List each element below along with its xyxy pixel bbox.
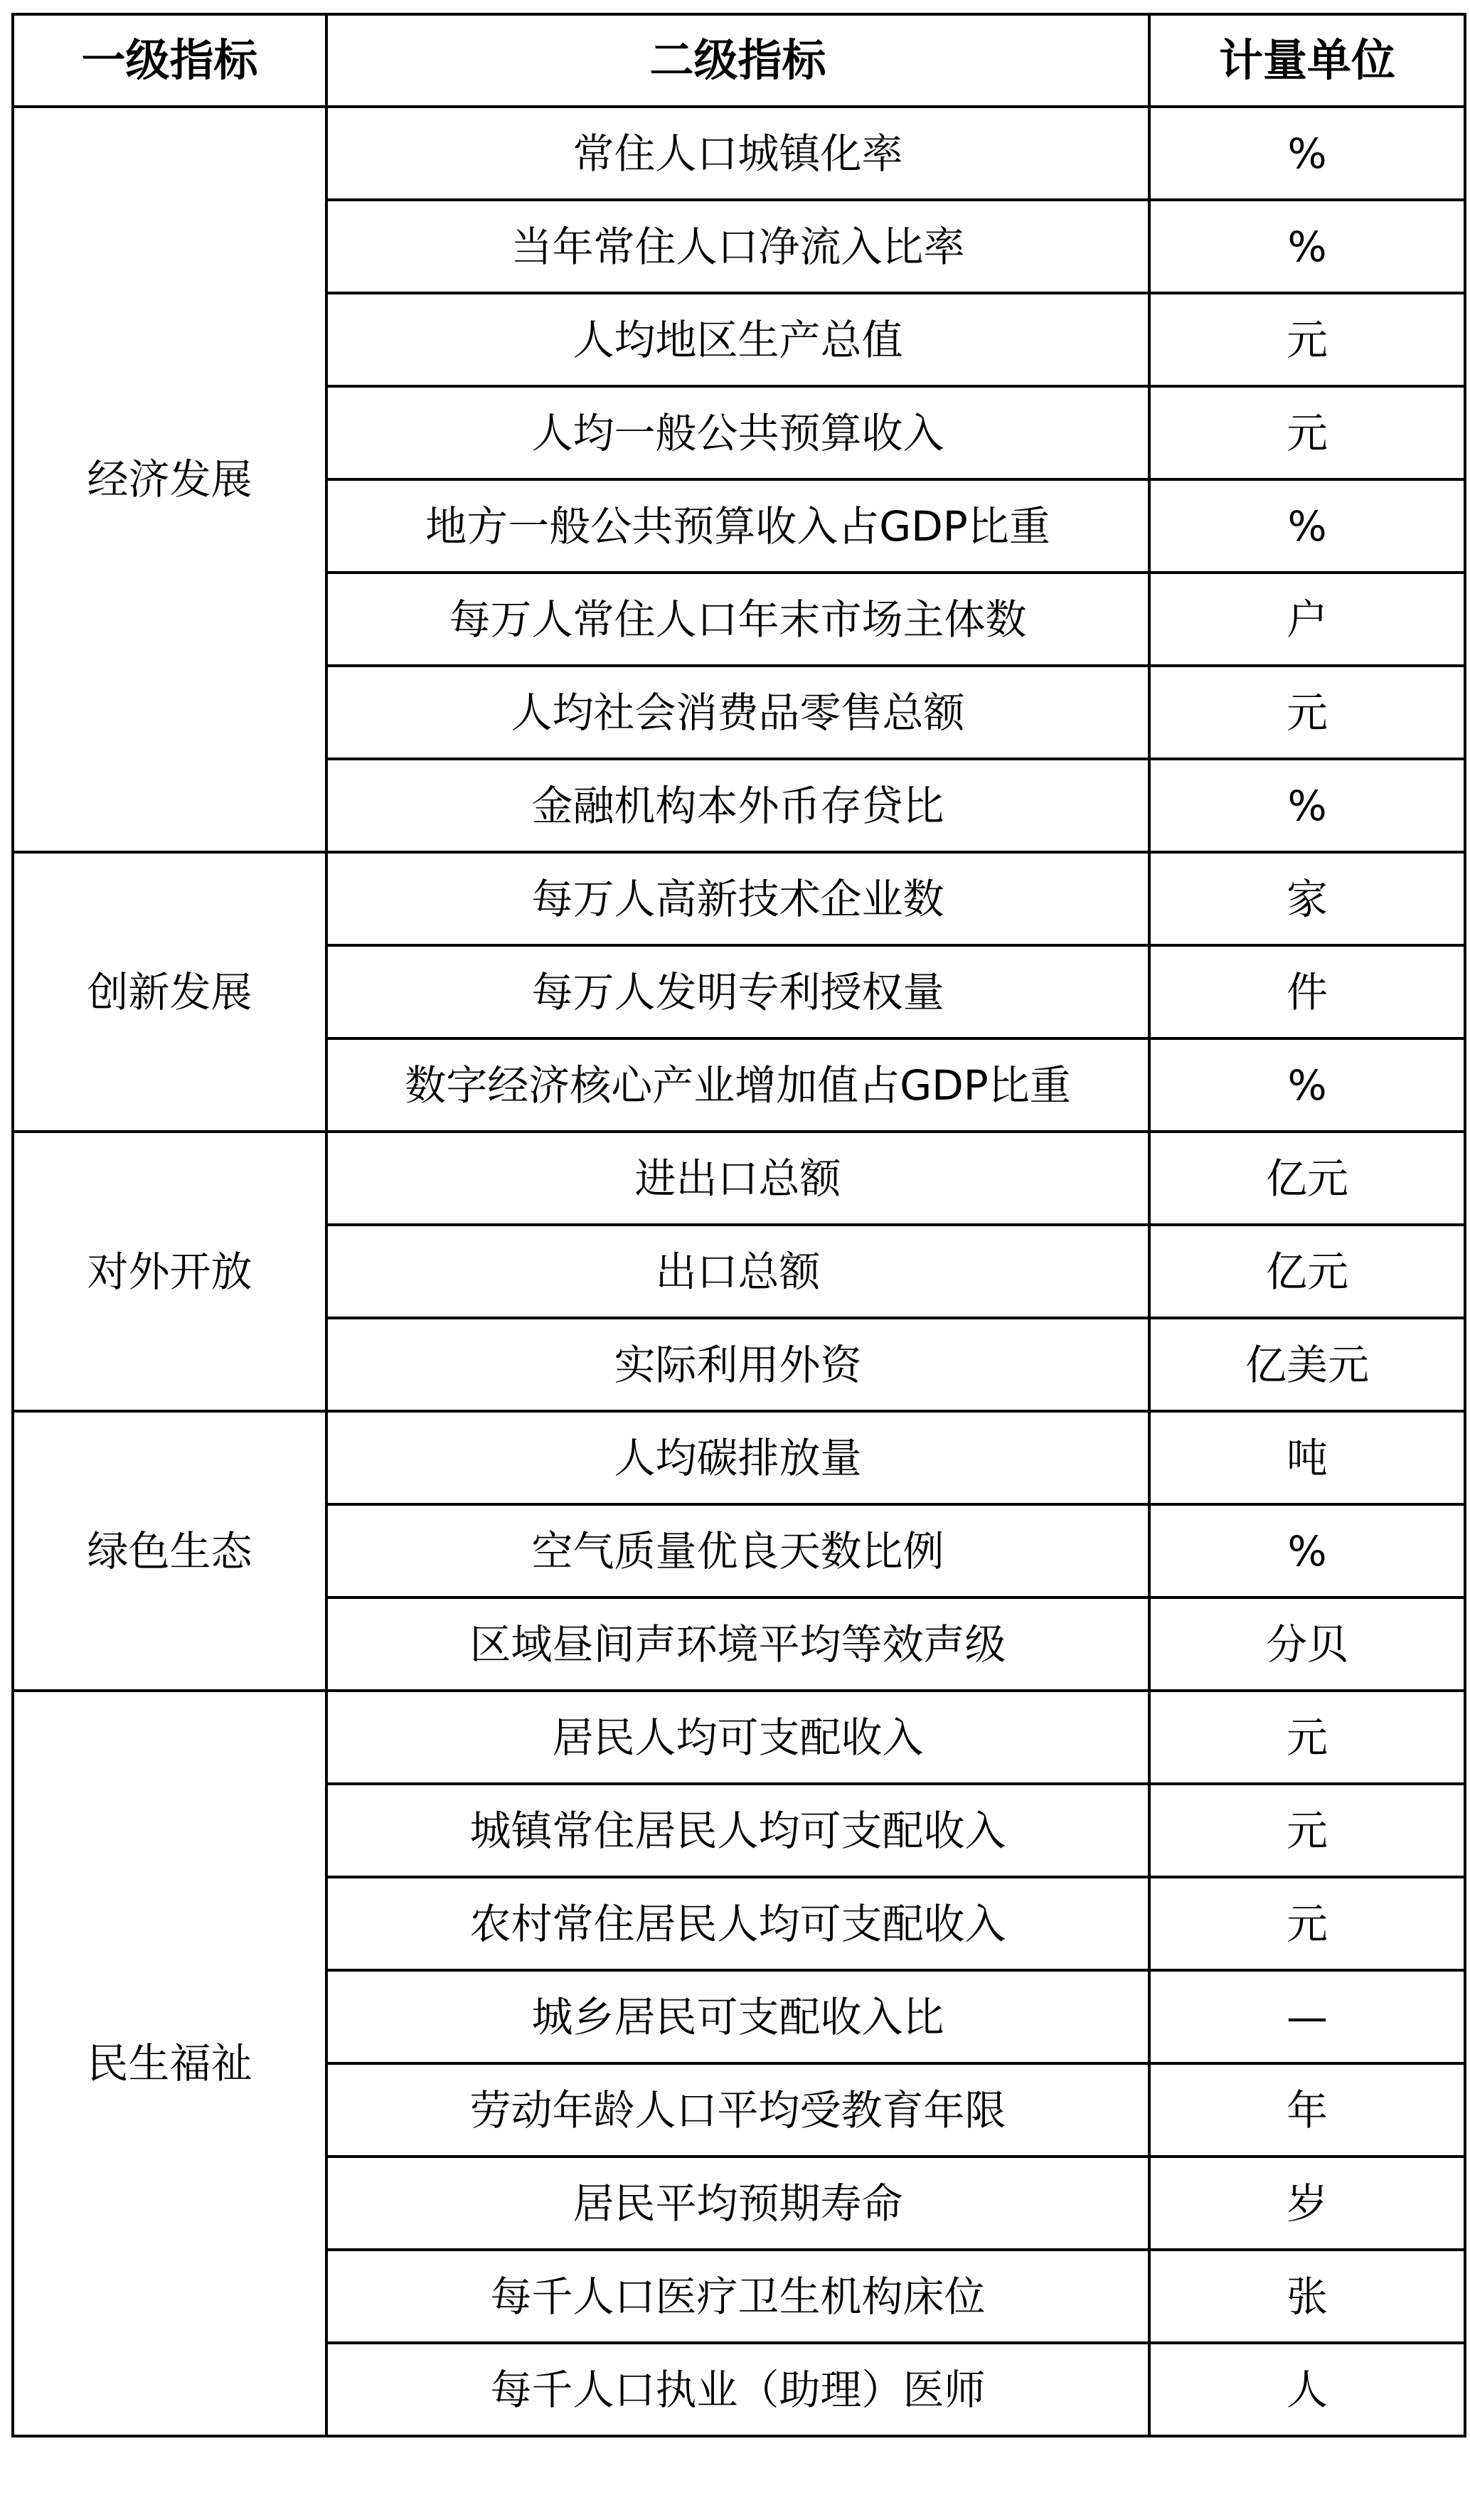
level2-cell: 出口总额 [326,1225,1149,1318]
level1-cell-welfare: 民生福祉 [13,1691,326,2436]
unit-cell: 亿元 [1149,1132,1465,1225]
level2-cell: 人均社会消费品零售总额 [326,666,1149,759]
level2-cell: 区域昼间声环境平均等效声级 [326,1597,1149,1691]
unit-cell: % [1149,200,1465,293]
level1-cell-opening: 对外开放 [13,1132,326,1411]
unit-cell: 元 [1149,1784,1465,1877]
unit-cell: — [1149,1970,1465,2063]
level2-cell: 每万人发明专利授权量 [326,945,1149,1038]
unit-cell: 元 [1149,1877,1465,1970]
unit-cell: 亿美元 [1149,1318,1465,1411]
level1-cell-ecology: 绿色生态 [13,1411,326,1691]
unit-cell: 分贝 [1149,1597,1465,1691]
unit-cell: 元 [1149,666,1465,759]
unit-cell: 年 [1149,2063,1465,2157]
level2-cell: 常住人口城镇化率 [326,107,1149,200]
unit-cell: 人 [1149,2343,1465,2436]
unit-cell: 件 [1149,945,1465,1038]
level2-cell: 数字经济核心产业增加值占GDP比重 [326,1038,1149,1132]
level2-cell: 每万人高新技术企业数 [326,852,1149,945]
level2-cell: 地方一般公共预算收入占GDP比重 [326,479,1149,573]
level2-cell: 居民人均可支配收入 [326,1691,1149,1784]
unit-cell: 元 [1149,293,1465,386]
unit-cell: 亿元 [1149,1225,1465,1318]
level2-cell: 人均一般公共预算收入 [326,386,1149,479]
unit-cell: % [1149,1038,1465,1132]
level2-cell: 当年常住人口净流入比率 [326,200,1149,293]
level2-cell: 每千人口执业（助理）医师 [326,2343,1149,2436]
table-row [13,852,1465,945]
unit-cell: % [1149,479,1465,573]
unit-cell: 家 [1149,852,1465,945]
table-row [13,1691,1465,1784]
unit-cell: % [1149,107,1465,200]
level2-cell: 空气质量优良天数比例 [326,1504,1149,1597]
table-row [13,1411,1465,1504]
level2-cell: 农村常住居民人均可支配收入 [326,1877,1149,1970]
unit-cell: 吨 [1149,1411,1465,1504]
unit-cell: % [1149,1504,1465,1597]
level2-cell: 城镇常住居民人均可支配收入 [326,1784,1149,1877]
level2-cell: 人均地区生产总值 [326,293,1149,386]
unit-cell: 元 [1149,1691,1465,1784]
level2-cell: 每万人常住人口年末市场主体数 [326,573,1149,666]
unit-cell: % [1149,759,1465,852]
table-row [13,107,1465,200]
unit-cell: 元 [1149,386,1465,479]
header-unit: 计量单位 [1149,14,1465,107]
level1-cell-innovation: 创新发展 [13,852,326,1132]
level2-cell: 进出口总额 [326,1132,1149,1225]
level2-cell: 金融机构本外币存贷比 [326,759,1149,852]
table-body [13,107,1465,2436]
unit-cell: 岁 [1149,2157,1465,2250]
unit-cell: 张 [1149,2250,1465,2343]
level2-cell: 城乡居民可支配收入比 [326,1970,1149,2063]
level2-cell: 人均碳排放量 [326,1411,1149,1504]
level2-cell: 每千人口医疗卫生机构床位 [326,2250,1149,2343]
header-level1: 一级指标 [13,14,326,107]
table-row [13,1132,1465,1225]
level2-cell: 居民平均预期寿命 [326,2157,1149,2250]
header-row [13,14,1465,107]
level2-cell: 劳动年龄人口平均受教育年限 [326,2063,1149,2157]
level2-cell: 实际利用外资 [326,1318,1149,1411]
header-level2: 二级指标 [326,14,1149,107]
indicator-table [11,13,1466,2437]
level1-cell-economy: 经济发展 [13,107,326,852]
unit-cell: 户 [1149,573,1465,666]
